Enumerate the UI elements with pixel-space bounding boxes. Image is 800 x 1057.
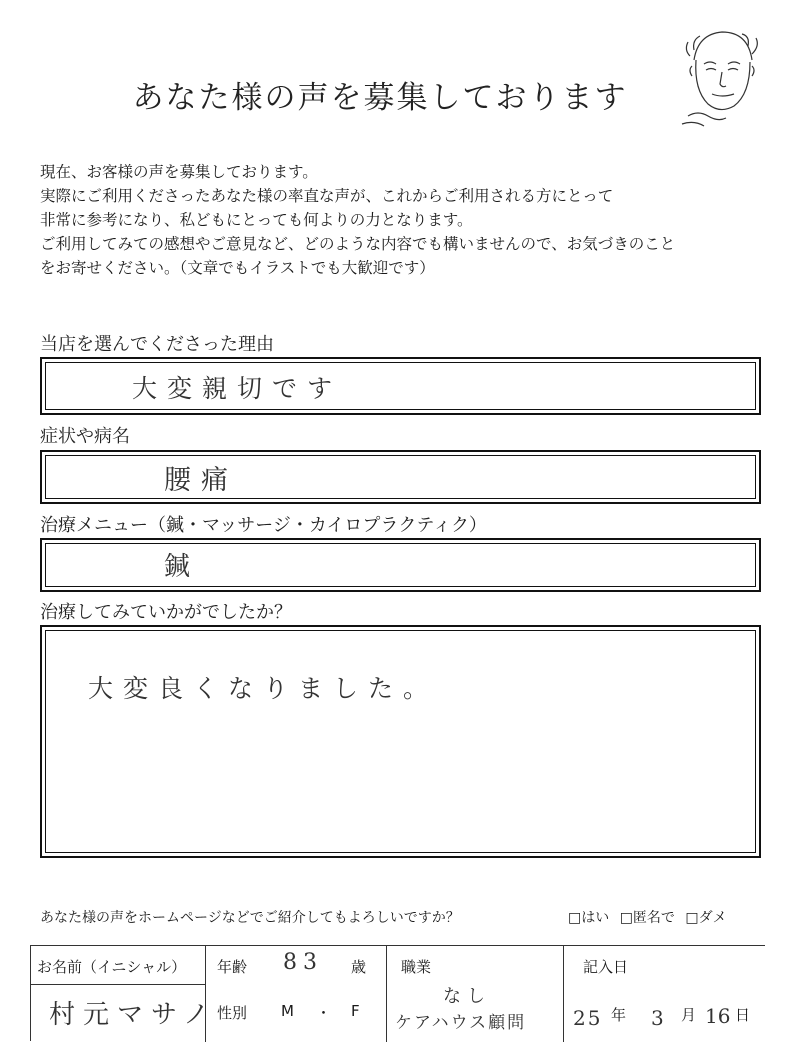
job-label: 職業	[401, 958, 432, 976]
question-label-reason: 当店を選んでくださった理由	[40, 334, 274, 355]
answer-text-reason: 大変親切です	[132, 374, 343, 403]
age-value[interactable]: 83	[283, 950, 323, 975]
date-label: 記入日	[583, 958, 629, 976]
age-label: 年齢	[217, 958, 248, 976]
answer-box-symptom[interactable]	[40, 450, 761, 504]
intro-line: 現在、お客様の声を募集しております。	[40, 163, 318, 181]
answer-box-reason[interactable]	[40, 357, 761, 415]
job-value-1[interactable]: なし	[443, 986, 491, 1007]
intro-line: ご利用してみての感想やご意見など、どのような内容でも構いませんので、お気づきのこと	[40, 235, 676, 253]
table-divider	[31, 984, 205, 985]
table-divider	[563, 946, 564, 1042]
intro-line: をお寄せください。（文章でもイラストでも大歓迎です）	[40, 259, 435, 277]
answer-text-impression: 大変良くなりました。	[88, 674, 439, 703]
question-label-impression: 治療してみていかがでしたか？	[40, 602, 292, 623]
intro-text	[40, 160, 770, 280]
name-value[interactable]: 村元マサノ	[49, 1000, 218, 1030]
gender-label: 性別	[217, 1004, 248, 1022]
consent-option-no[interactable]: □ダメ	[685, 910, 727, 926]
consent-option-yes[interactable]: □はい	[568, 910, 610, 926]
age-unit: 歳	[351, 958, 367, 976]
answer-box-menu[interactable]	[40, 538, 761, 592]
job-value-2[interactable]: ケアハウス顧問	[395, 1013, 527, 1033]
answer-box-impression[interactable]	[40, 625, 761, 858]
consent-question: あなた様の声をホームページなどでご紹介してもよろしいですか？	[40, 910, 460, 926]
question-label-symptom: 症状や病名	[40, 426, 130, 447]
table-divider	[386, 946, 387, 1042]
intro-line: 非常に参考になり、私どもにとっても何よりの力となります。	[40, 211, 473, 229]
gender-separator: ・	[316, 1004, 332, 1022]
date-month[interactable]: 3	[651, 1006, 664, 1030]
intro-line: 実際にご利用くださったあなた様の率直な声が、これからご利用される方にとって	[40, 187, 614, 205]
portrait-sketch-icon	[664, 20, 776, 132]
page-title: あなた様の声を募集しております	[132, 80, 628, 116]
date-year-unit: 年	[611, 1006, 627, 1024]
date-day[interactable]: 16	[705, 1004, 731, 1028]
date-month-unit: 月	[681, 1006, 697, 1024]
name-label: お名前（イニシャル）	[37, 958, 187, 976]
answer-text-menu: 鍼	[164, 552, 201, 582]
info-table	[30, 945, 765, 1041]
gender-m[interactable]: M	[281, 1002, 294, 1020]
date-year[interactable]: 25	[573, 1006, 603, 1030]
question-label-menu: 治療メニュー（鍼・マッサージ・カイロプラクティク）	[40, 515, 487, 536]
answer-text-symptom: 腰痛	[164, 465, 238, 496]
consent-option-anonymous[interactable]: □匿名で	[619, 910, 675, 926]
gender-f[interactable]: F	[351, 1002, 360, 1020]
date-day-unit: 日	[735, 1006, 751, 1024]
consent-row	[40, 907, 760, 927]
